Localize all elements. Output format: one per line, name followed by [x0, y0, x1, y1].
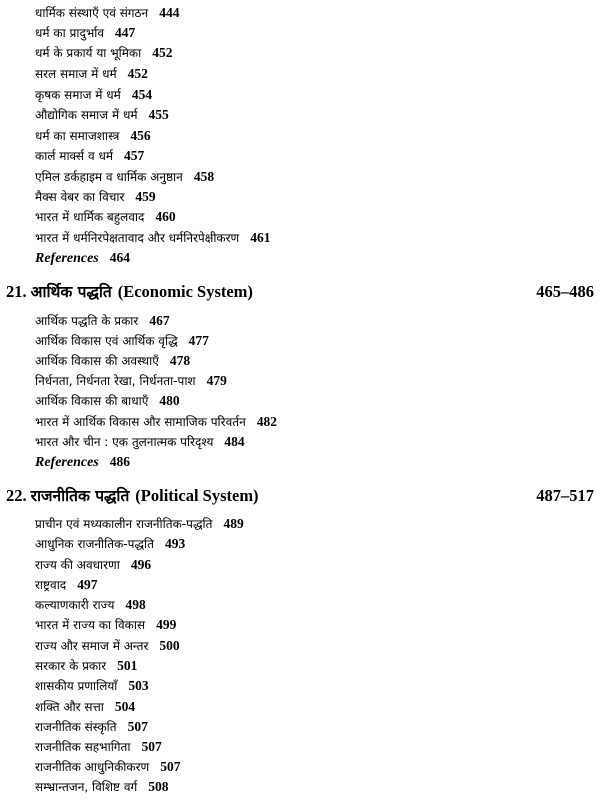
entry-title: आर्थिक विकास की बाधाएँ	[35, 394, 149, 408]
chapter-page-range: 465–486	[536, 282, 594, 301]
entry-page: 486	[109, 454, 131, 469]
toc-entry[interactable]	[35, 311, 170, 331]
entry-page: 507	[127, 719, 148, 734]
entry-title: आर्थिक विकास की अवस्थाएँ	[35, 354, 159, 368]
entry-page: 467	[149, 313, 170, 328]
entry-page: 477	[188, 333, 209, 348]
toc-entry[interactable]	[35, 656, 137, 676]
entry-page: 458	[193, 169, 215, 184]
entry-title: आधुनिक राजनीतिक-पद्धति	[35, 537, 154, 551]
toc-entry[interactable]	[35, 595, 146, 615]
entry-page: 499	[156, 617, 177, 632]
entry-title: References	[35, 455, 99, 470]
entry-page: 507	[141, 739, 162, 754]
entry-title: राज्य की अवधारणा	[35, 558, 120, 572]
toc-entry[interactable]	[35, 575, 97, 595]
chapter-title-hindi: राजनीतिक पद्धति	[30, 487, 130, 505]
entry-page: 503	[128, 678, 149, 693]
entry-title: भारत में धार्मिक बहुलवाद	[35, 210, 145, 224]
entry-page: 459	[135, 189, 156, 204]
entry-title: धार्मिक संस्थाएँ एवं संगठन	[35, 6, 149, 20]
entry-title: प्राचीन एवं मध्यकालीन राजनीतिक-पद्धति	[35, 517, 213, 531]
entry-title: References	[35, 251, 99, 266]
entry-page: 482	[256, 414, 277, 429]
entry-title: सरकार के प्रकार	[35, 659, 107, 673]
chapter-21-heading[interactable]	[6, 279, 594, 305]
toc-entry[interactable]	[35, 432, 245, 452]
entry-page: 500	[159, 638, 180, 653]
toc-entry-references[interactable]	[35, 248, 130, 268]
entry-title: एमिल डर्कहाइम व धार्मिक अनुष्ठान	[35, 170, 183, 184]
chapter-22-heading[interactable]	[6, 483, 594, 509]
entry-page: 498	[125, 597, 146, 612]
toc-entry[interactable]	[35, 757, 180, 777]
toc-entry[interactable]	[35, 514, 244, 534]
entry-title: राष्ट्रवाद	[35, 578, 67, 592]
entry-page: 454	[131, 87, 153, 102]
chapter-title-english: (Political System)	[135, 486, 259, 505]
entry-page: 493	[164, 536, 186, 551]
entry-page: 489	[223, 516, 244, 531]
entry-title: भारत और चीन : एक तुलनात्मक परिदृश्य	[35, 435, 214, 449]
entry-title: भारत में राज्य का विकास	[35, 618, 146, 632]
entry-title: राजनीतिक सहभागिता	[35, 740, 131, 754]
entry-page: 447	[115, 25, 136, 40]
entry-page: 457	[124, 148, 145, 163]
entry-title: कृषक समाज में धर्म	[35, 88, 121, 102]
chapter-title-hindi: आर्थिक पद्धति	[30, 283, 112, 301]
toc-entry[interactable]	[35, 371, 227, 391]
toc-entry[interactable]	[35, 207, 176, 227]
toc-entry[interactable]	[35, 64, 148, 84]
toc-entry[interactable]	[35, 167, 214, 187]
toc-entry[interactable]	[35, 85, 152, 105]
toc-entry[interactable]	[35, 737, 162, 757]
entry-page: 461	[250, 230, 271, 245]
toc-entry[interactable]	[35, 777, 169, 797]
entry-title: राजनीतिक आधुनिकीकरण	[35, 760, 150, 774]
entry-page: 452	[127, 66, 148, 81]
chapter-title-english: (Economic System)	[117, 282, 253, 301]
toc-entry[interactable]	[35, 187, 156, 207]
toc-entry[interactable]	[35, 391, 180, 411]
toc-entry[interactable]	[35, 126, 151, 146]
toc-entry[interactable]	[35, 615, 176, 635]
entry-page: 497	[77, 577, 98, 592]
entry-page: 460	[155, 209, 176, 224]
entry-title: धर्म के प्रकार्य या भूमिका	[35, 46, 142, 60]
entry-page: 496	[130, 557, 152, 572]
entry-page: 501	[117, 658, 138, 673]
chapter-page-range: 487–517	[536, 486, 594, 505]
entry-title: राजनीतिक संस्कृति	[35, 720, 117, 734]
toc-entry[interactable]	[35, 717, 148, 737]
entry-title: सम्भ्रान्तजन, विशिष्ट वर्ग	[35, 780, 138, 794]
entry-title: कार्ल मार्क्स व धर्म	[35, 149, 113, 163]
entry-title: आर्थिक पद्धति के प्रकार	[35, 314, 139, 328]
entry-title: शासकीय प्रणालियाँ	[35, 679, 118, 693]
entry-title: शक्ति और सत्ता	[35, 700, 104, 714]
toc-entry[interactable]	[35, 23, 135, 43]
toc-entry[interactable]	[35, 228, 270, 248]
entry-title: धर्म का प्रादुर्भाव	[35, 26, 105, 40]
entry-title: औद्योगिक समाज में धर्म	[35, 108, 138, 122]
entry-page: 484	[224, 434, 245, 449]
entry-title: भारत में धर्मनिरपेक्षतावाद और धर्मनिरपेक्षीकरण	[35, 231, 240, 245]
entry-title: मैक्स वेबर का विचार	[35, 190, 125, 204]
entry-page: 456	[130, 128, 151, 143]
entry-page: 444	[159, 5, 180, 20]
chapter-number: 21.	[6, 282, 27, 301]
entry-title: राज्य और समाज में अन्तर	[35, 639, 149, 653]
entry-page: 508	[148, 779, 169, 794]
entry-page: 479	[206, 373, 227, 388]
chapter-number: 22.	[6, 486, 27, 505]
toc-entry[interactable]	[35, 697, 135, 717]
toc-entry[interactable]	[35, 534, 185, 554]
entry-page: 464	[109, 250, 131, 265]
toc-entry[interactable]	[35, 3, 179, 23]
toc-entry[interactable]	[35, 331, 209, 351]
toc-entry[interactable]	[35, 105, 169, 125]
entry-title: निर्धनता, निर्धनता रेखा, निर्धनता-पाश	[35, 374, 196, 388]
entry-page: 452	[152, 45, 173, 60]
entry-title: भारत में आर्थिक विकास और सामाजिक परिवर्तन	[35, 415, 246, 429]
entry-title: कल्याणकारी राज्य	[35, 598, 115, 612]
toc-entry[interactable]	[35, 43, 173, 63]
entry-page: 478	[169, 353, 191, 368]
toc-entry[interactable]	[35, 146, 144, 166]
toc-entry[interactable]	[35, 412, 277, 432]
toc-entry[interactable]	[35, 676, 149, 696]
entry-page: 507	[160, 759, 181, 774]
entry-title: सरल समाज में धर्म	[35, 67, 117, 81]
entry-page: 480	[159, 393, 180, 408]
entry-title: आर्थिक विकास एवं आर्थिक वृद्धि	[35, 334, 178, 348]
toc-entry-references[interactable]	[35, 452, 130, 472]
toc-entry[interactable]	[35, 555, 151, 575]
toc-entry[interactable]	[35, 636, 180, 656]
entry-page: 504	[114, 699, 136, 714]
entry-title: धर्म का समाजशास्त्र	[35, 129, 120, 143]
toc-entry[interactable]	[35, 351, 190, 371]
entry-page: 455	[148, 107, 169, 122]
